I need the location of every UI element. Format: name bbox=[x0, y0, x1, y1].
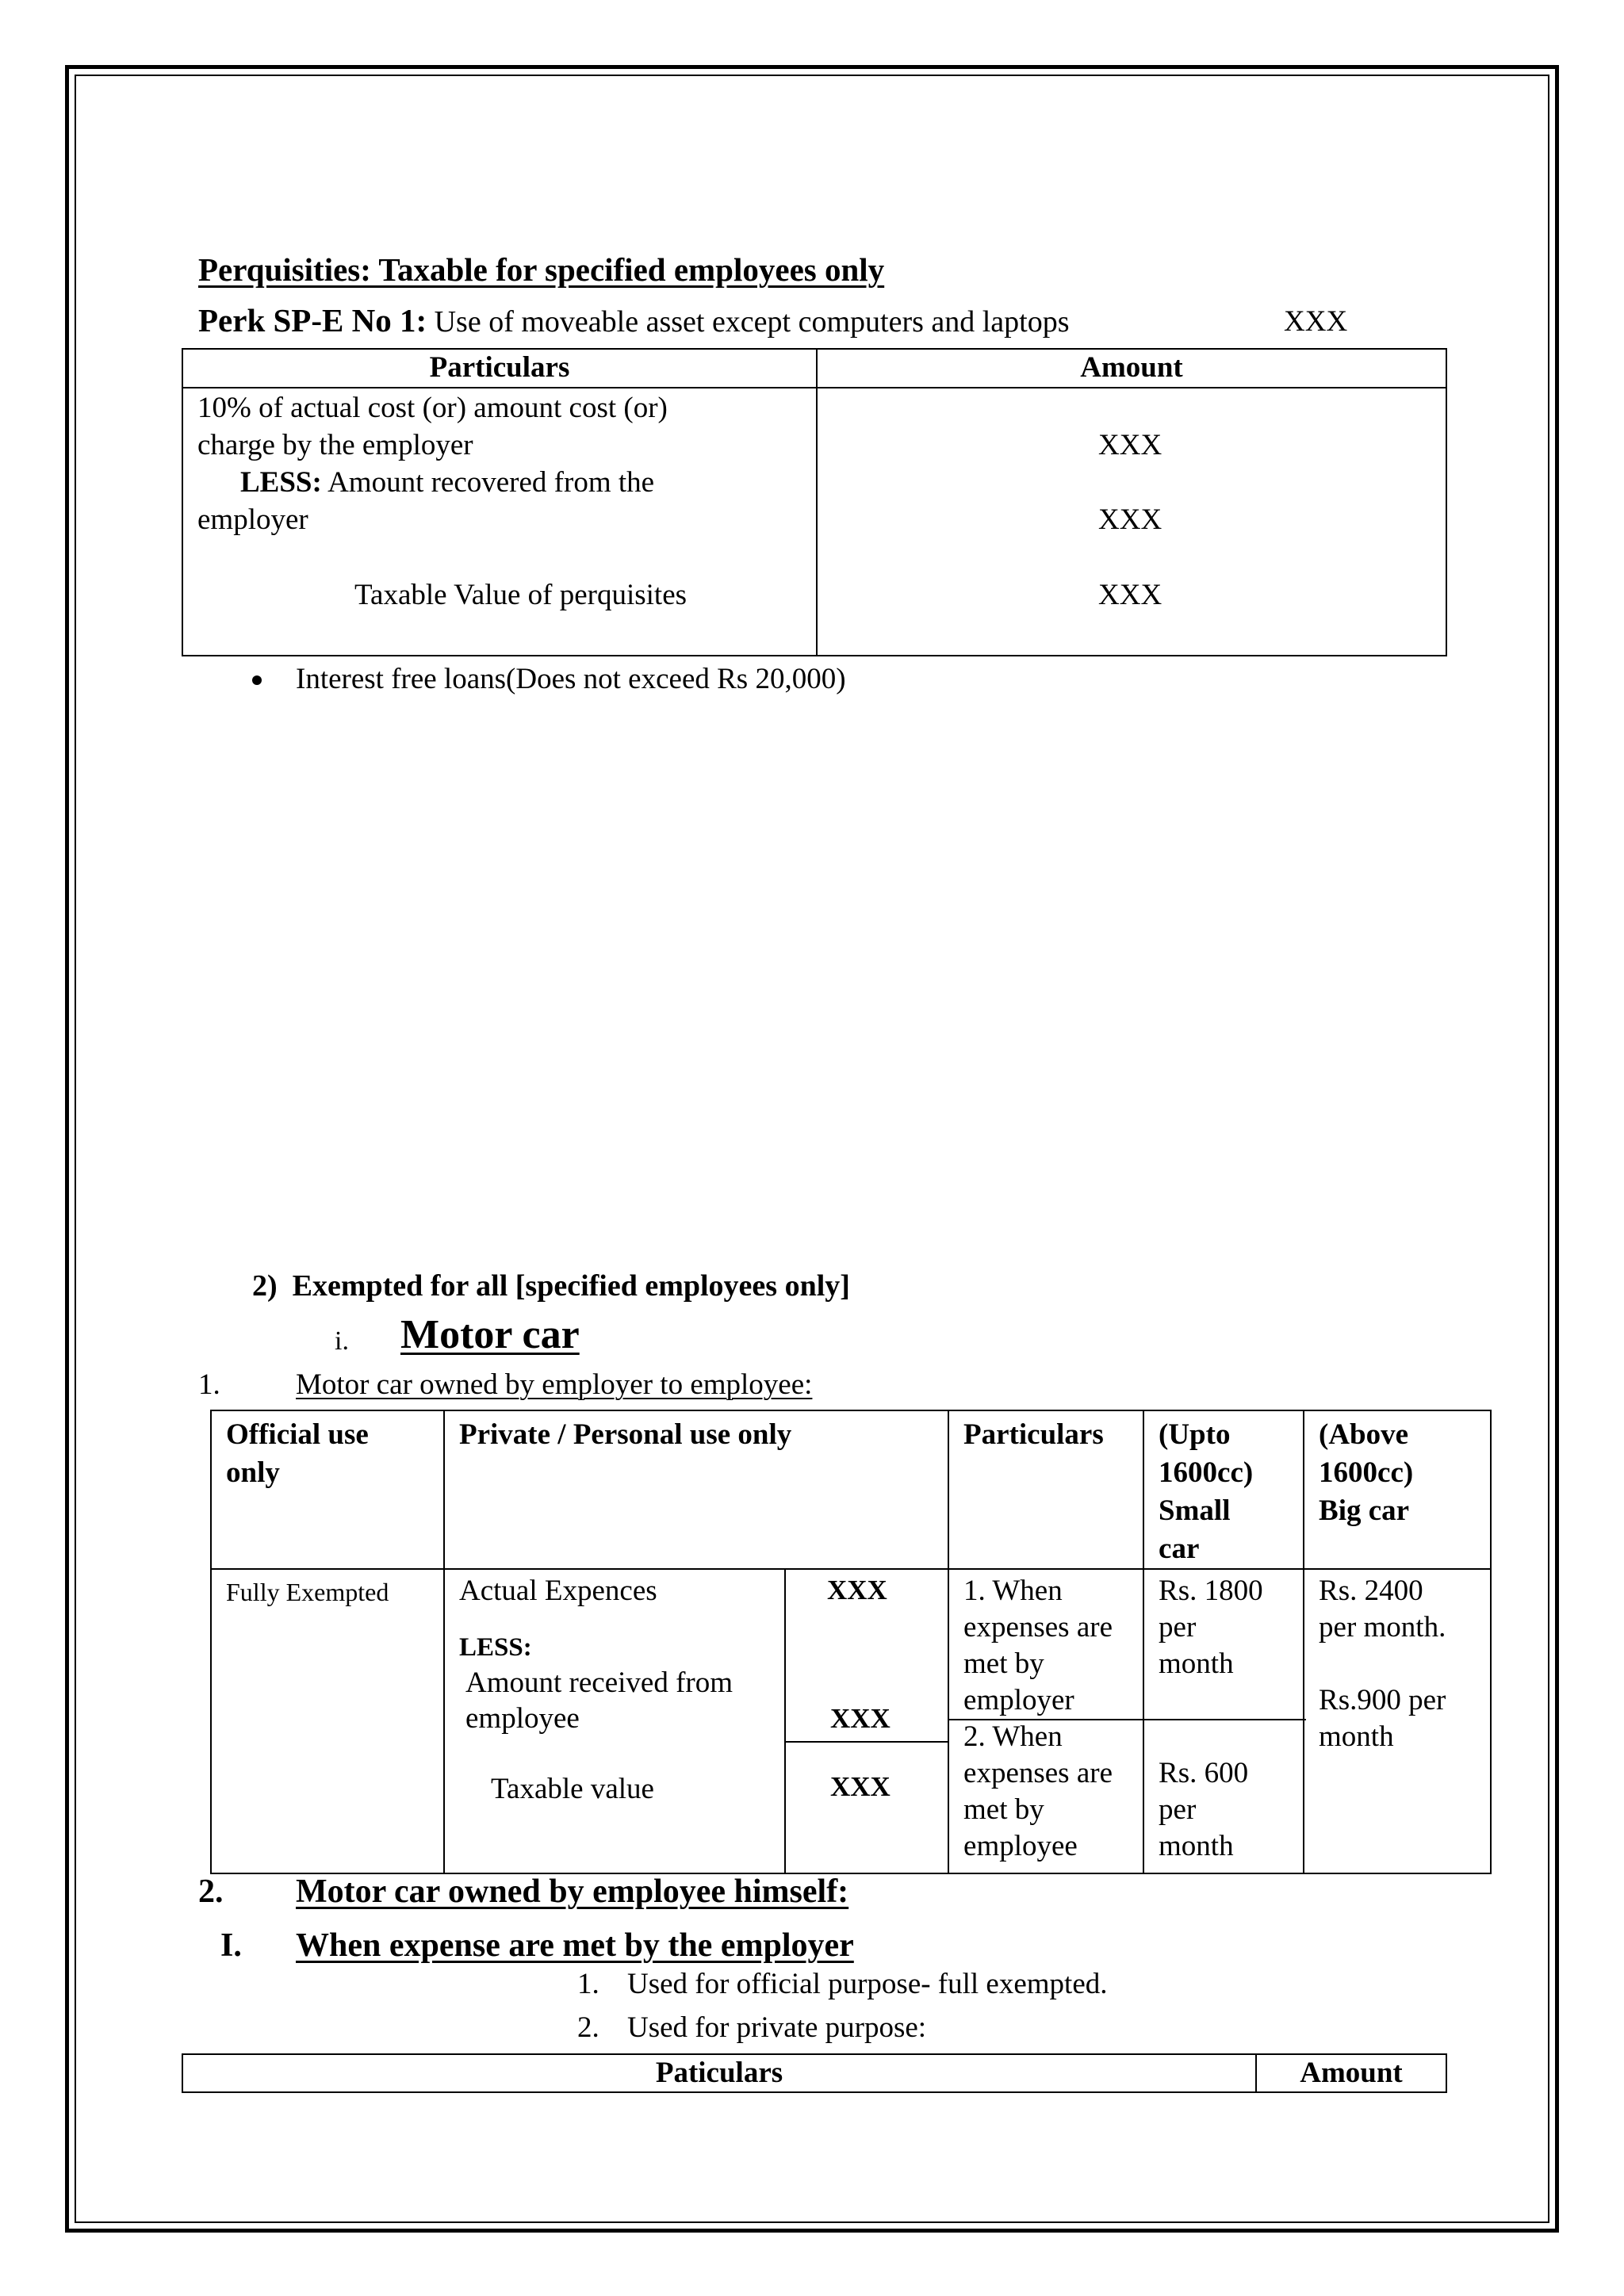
p2-line2: expenses are bbox=[963, 1757, 1113, 1789]
particulars-cell-2 bbox=[948, 1569, 1143, 1873]
perk-table-row bbox=[182, 388, 1446, 656]
header-small-car bbox=[1143, 1410, 1304, 1569]
small2-line3: month bbox=[1159, 1830, 1234, 1862]
perk-text: Use of moveable asset except computers and laptops bbox=[434, 305, 1070, 339]
amount-3: XXX bbox=[1098, 579, 1162, 611]
particulars-line2: charge by the employer bbox=[197, 429, 473, 461]
amount-1: XXX bbox=[1098, 429, 1162, 461]
list-item-2-num: 2. bbox=[577, 2011, 599, 2044]
section-title: Perquisities: Taxable for specified employees only bbox=[198, 251, 885, 288]
small1-line1: Rs. 1800 bbox=[1159, 1575, 1263, 1607]
header-amount-3: Amount bbox=[1256, 2054, 1446, 2092]
item1-num: 1. bbox=[198, 1368, 220, 1401]
amount-cell bbox=[817, 388, 1446, 656]
section3-sub-title: When expense are met by the employer bbox=[296, 1927, 854, 1964]
p1-line4: employer bbox=[963, 1684, 1074, 1716]
small1-line3: month bbox=[1159, 1647, 1234, 1680]
header-big-line2: 1600cc) bbox=[1319, 1456, 1414, 1489]
p2-line3: met by bbox=[963, 1793, 1044, 1826]
section3-num: 2. bbox=[198, 1873, 224, 1910]
header-big-car bbox=[1304, 1410, 1491, 1569]
p2-line4: employee bbox=[963, 1830, 1078, 1862]
perk-table bbox=[182, 348, 1447, 656]
motor-car-num: i. bbox=[335, 1326, 349, 1356]
private-desc-cell bbox=[444, 1569, 785, 1873]
less-label-2: LESS: bbox=[459, 1633, 532, 1662]
subtotal-rule bbox=[786, 1741, 949, 1743]
list-item-1-text: Used for official purpose- full exempted. bbox=[627, 1968, 1108, 2000]
big1-line1: Rs. 2400 bbox=[1319, 1575, 1423, 1607]
header-particulars: Particulars bbox=[948, 1410, 1143, 1569]
header-small-line4: car bbox=[1159, 1533, 1200, 1565]
taxable-value-label: Taxable Value of perquisites bbox=[354, 579, 688, 611]
amount-2: XXX bbox=[1098, 503, 1162, 536]
perk-table-header bbox=[182, 349, 1446, 388]
xxx-2: XXX bbox=[830, 1703, 891, 1734]
less-text: Amount recovered from the bbox=[327, 466, 655, 499]
header-small-line2: 1600cc) bbox=[1159, 1456, 1254, 1489]
header-official-line1: Official use bbox=[226, 1418, 369, 1451]
p1-line2: expenses are bbox=[963, 1611, 1113, 1644]
private-purpose-header bbox=[182, 2054, 1446, 2092]
less-label: LESS: bbox=[240, 466, 322, 499]
taxable-value-2: Taxable value bbox=[491, 1773, 654, 1805]
header-small-line1: (Upto bbox=[1159, 1418, 1231, 1451]
fully-exempted-cell bbox=[211, 1569, 444, 1873]
particulars-cell bbox=[182, 388, 817, 656]
header-small-line3: Small bbox=[1159, 1494, 1231, 1527]
header-official-use bbox=[211, 1410, 444, 1569]
big1-line2: per month. bbox=[1319, 1611, 1446, 1644]
section3-title: Motor car owned by employee himself: bbox=[296, 1873, 849, 1910]
xxx-1: XXX bbox=[827, 1575, 887, 1605]
actual-expences: Actual Expences bbox=[459, 1575, 657, 1607]
small2-line1: Rs. 600 bbox=[1159, 1757, 1249, 1789]
p2-line1: 2. When bbox=[963, 1720, 1063, 1753]
item1-text: Motor car owned by employer to employee: bbox=[296, 1368, 813, 1401]
particulars-line4: employer bbox=[197, 503, 308, 536]
small-car-cell bbox=[1143, 1569, 1304, 1873]
private-purpose-table bbox=[182, 2053, 1447, 2093]
motor-car-header bbox=[211, 1410, 1491, 1569]
header-private-use: Private / Personal use only bbox=[444, 1410, 948, 1569]
bullet-icon bbox=[252, 675, 262, 685]
perk-label: Perk SP-E No 1: bbox=[198, 302, 427, 339]
big2-line2: month bbox=[1319, 1720, 1394, 1753]
big-car-cell bbox=[1304, 1569, 1491, 1873]
small1-line2: per bbox=[1159, 1611, 1197, 1644]
header-official-line2: only bbox=[226, 1456, 280, 1489]
amount-received-line2: employee bbox=[465, 1702, 580, 1735]
small2-line2: per bbox=[1159, 1793, 1197, 1826]
bullet-text: Interest free loans(Does not exceed Rs 20,000) bbox=[296, 663, 846, 695]
header-big-line3: Big car bbox=[1319, 1494, 1410, 1527]
header-amount: Amount bbox=[817, 349, 1446, 388]
section3-sub-num: I. bbox=[220, 1927, 242, 1964]
list-item-2-text: Used for private purpose: bbox=[627, 2011, 927, 2044]
perk-amount: XXX bbox=[1284, 305, 1348, 338]
header-paticulars: Paticulars bbox=[182, 2054, 1256, 2092]
amount-received-line1: Amount received from bbox=[465, 1667, 733, 1699]
xxx-3: XXX bbox=[830, 1771, 891, 1802]
header-big-line1: (Above bbox=[1319, 1418, 1409, 1451]
fully-exempted: Fully Exempted bbox=[226, 1578, 389, 1606]
perk-line bbox=[198, 301, 1070, 341]
section2-heading: 2) Exempted for all [specified employees only] bbox=[252, 1269, 850, 1303]
motor-car-table bbox=[210, 1410, 1492, 1874]
motor-car-row bbox=[211, 1569, 1491, 1873]
big2-line1: Rs.900 per bbox=[1319, 1684, 1446, 1716]
particulars-line1: 10% of actual cost (or) amount cost (or) bbox=[197, 392, 668, 424]
header-particulars: Particulars bbox=[182, 349, 817, 388]
p1-line3: met by bbox=[963, 1647, 1044, 1680]
p1-line1: 1. When bbox=[963, 1575, 1063, 1607]
private-amount-cell bbox=[785, 1569, 948, 1873]
less-line bbox=[240, 465, 654, 501]
motor-car-title: Motor car bbox=[400, 1312, 580, 1357]
list-item-1-num: 1. bbox=[577, 1968, 599, 2000]
